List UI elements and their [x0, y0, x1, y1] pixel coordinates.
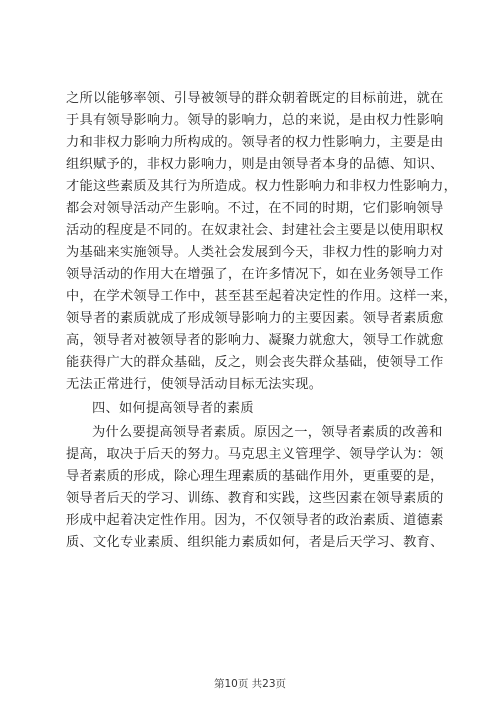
paragraph-2-line: 为什么要提高领导者素质。原因之一，领导者素质的改善和 — [92, 425, 443, 440]
paragraph-1-line: 活动的程度是不同的。在奴隶社会、封建社会主要是以使用职权 — [66, 223, 444, 238]
paragraph-1-line: 都会对领导活动产生影响。不过，在不同的时期，它们影响领导 — [66, 201, 444, 216]
paragraph-2-line: 领导者后天的学习、训练、教育和实践，这些因素在领导素质的 — [66, 491, 444, 506]
section-heading: 四、如何提高领导者的素质 — [92, 401, 254, 416]
paragraph-1-line: 才能这些素质及其行为所造成。权力性影响力和非权力性影响力， — [66, 179, 458, 194]
paragraph-1-line: 能获得广大的群众基础，反之，则会丧失群众基础，使领导工作 — [66, 355, 444, 370]
page-number-footer: 第10页 共23页 — [213, 678, 287, 690]
paragraph-1-line: 为基础来实施领导。人类社会发展到今天，非权力性的影响力对 — [66, 245, 444, 260]
paragraph-1-line: 于具有领导影响力。领导的影响力，总的来说，是由权力性影响 — [66, 113, 444, 128]
paragraph-2-line: 导者素质的形成，除心理生理素质的基础作用外，更重要的是， — [66, 469, 444, 484]
paragraph-1-line: 领导者的素质就成了形成领导影响力的主要因素。领导者素质愈 — [66, 311, 444, 326]
paragraph-1-line: 之所以能够率领、引导被领导的群众朝着既定的目标前进，就在 — [66, 91, 444, 106]
paragraph-2-line: 提高，取决于后天的努力。马克思主义管理学、领导学认为：领 — [66, 447, 444, 462]
paragraph-1-line: 领导活动的作用大在增强了，在许多情况下，如在业务领导工作 — [66, 267, 444, 282]
paragraph-1-line: 力和非权力影响力所构成的。领导者的权力性影响力，主要是由 — [66, 135, 444, 150]
paragraph-1-line: 中，在学术领导工作中，甚至甚至起着决定性的作用。这样一来， — [66, 289, 458, 304]
paragraph-1-line: 高，领导者对被领导者的影响力、凝聚力就愈大，领导工作就愈 — [66, 333, 444, 348]
paragraph-1-line: 无法正常进行，使领导活动目标无法实现。 — [66, 377, 323, 392]
paragraph-2-line: 形成中起着决定性作用。因为，不仅领导者的政治素质、道德素 — [66, 513, 444, 528]
paragraph-1-line: 组织赋予的，非权力影响力，则是由领导者本身的品德、知识、 — [66, 157, 444, 172]
paragraph-2-line: 质、文化专业素质、组织能力素质如何，者是后天学习、教育、 — [66, 535, 444, 550]
